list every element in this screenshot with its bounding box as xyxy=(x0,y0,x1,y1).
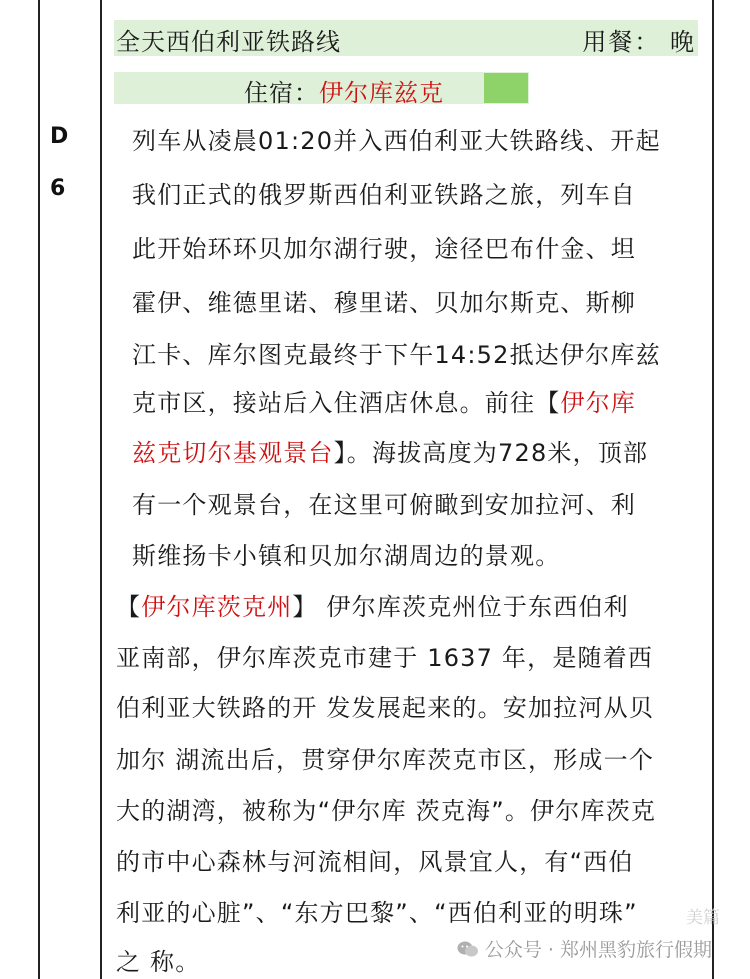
text-line xyxy=(116,643,706,673)
table-border-day-column xyxy=(100,0,102,979)
text-segment: 列车从凌晨01:20并入西伯利亚大铁路线、开起 xyxy=(132,127,661,155)
watermark xyxy=(457,935,712,962)
text-line xyxy=(132,438,722,468)
meal-info: 用餐： 晚 xyxy=(582,28,696,56)
stay-prefix: 住宿： xyxy=(244,79,319,107)
text-segment: 】 伊尔库茨克州位于东西伯利 xyxy=(292,593,629,621)
text-line xyxy=(116,745,706,775)
text-segment: 克市区，接站后入住酒店休息。前往【 xyxy=(132,389,561,417)
text-segment: 利亚的心脏”、“东方巴黎”、“西伯利亚的明珠” xyxy=(116,899,638,927)
text-line xyxy=(132,340,722,370)
stay-city: 伊尔库兹克 xyxy=(319,79,444,107)
text-segment: 斯维扬卡小镇和贝加尔湖周边的景观。 xyxy=(132,542,561,570)
text-line xyxy=(132,126,722,156)
text-line xyxy=(116,592,706,622)
text-line xyxy=(116,693,706,723)
stay-label xyxy=(244,73,444,108)
text-line xyxy=(132,288,722,318)
text-segment: 大的湖湾，被称为“伊尔库 茨克海”。伊尔库茨克 xyxy=(116,797,657,825)
text-line xyxy=(116,847,706,877)
stay-swatch xyxy=(484,73,528,103)
text-line xyxy=(132,234,722,264)
text-segment: 亚南部，伊尔库茨克市建于 1637 年，是随着西 xyxy=(116,644,654,672)
highlight-text: 兹克切尔基观景台 xyxy=(132,439,334,467)
text-line xyxy=(132,180,722,210)
watermark-text: 公众号 · 郑州黑豹旅行假期 xyxy=(484,939,712,961)
day-letter: D xyxy=(50,124,69,149)
text-line xyxy=(116,898,706,928)
text-segment: 的市中心森林与河流相间，风景宜人，有“西伯 xyxy=(116,848,634,876)
highlight-text: 伊尔库 xyxy=(560,389,637,417)
text-segment: 】。海拔高度为728米，顶部 xyxy=(333,439,649,467)
text-line xyxy=(116,796,706,826)
text-line xyxy=(132,490,722,520)
text-segment: 【 xyxy=(116,593,142,621)
table-border-left xyxy=(38,0,40,979)
text-line xyxy=(132,388,722,418)
text-segment: 之 称。 xyxy=(116,948,201,976)
text-segment: 此开始环环贝加尔湖行驶，途径巴布什金、坦 xyxy=(132,235,636,263)
wechat-icon xyxy=(457,940,479,958)
text-line xyxy=(132,541,722,571)
highlight-text: 伊尔库茨克州 xyxy=(141,593,293,621)
text-segment: 加尔 湖流出后，贯穿伊尔库茨克市区，形成一个 xyxy=(116,746,655,774)
text-segment: 有一个观景台，在这里可俯瞰到安加拉河、利 xyxy=(132,491,636,519)
route-title: 全天西伯利亚铁路线 xyxy=(116,28,341,56)
text-segment: 江卡、库尔图克最终于下午14:52抵达伊尔库兹 xyxy=(132,341,661,369)
text-segment: 伯利亚大铁路的开 发发展起来的。安加拉河从贝 xyxy=(116,694,655,722)
text-segment: 我们正式的俄罗斯西伯利亚铁路之旅，列车自 xyxy=(132,181,636,209)
text-segment: 霍伊、维德里诺、穆里诺、贝加尔斯克、斯柳 xyxy=(132,289,636,317)
ghost-watermark: 美篇 xyxy=(686,908,720,928)
day-number: 6 xyxy=(50,176,66,201)
